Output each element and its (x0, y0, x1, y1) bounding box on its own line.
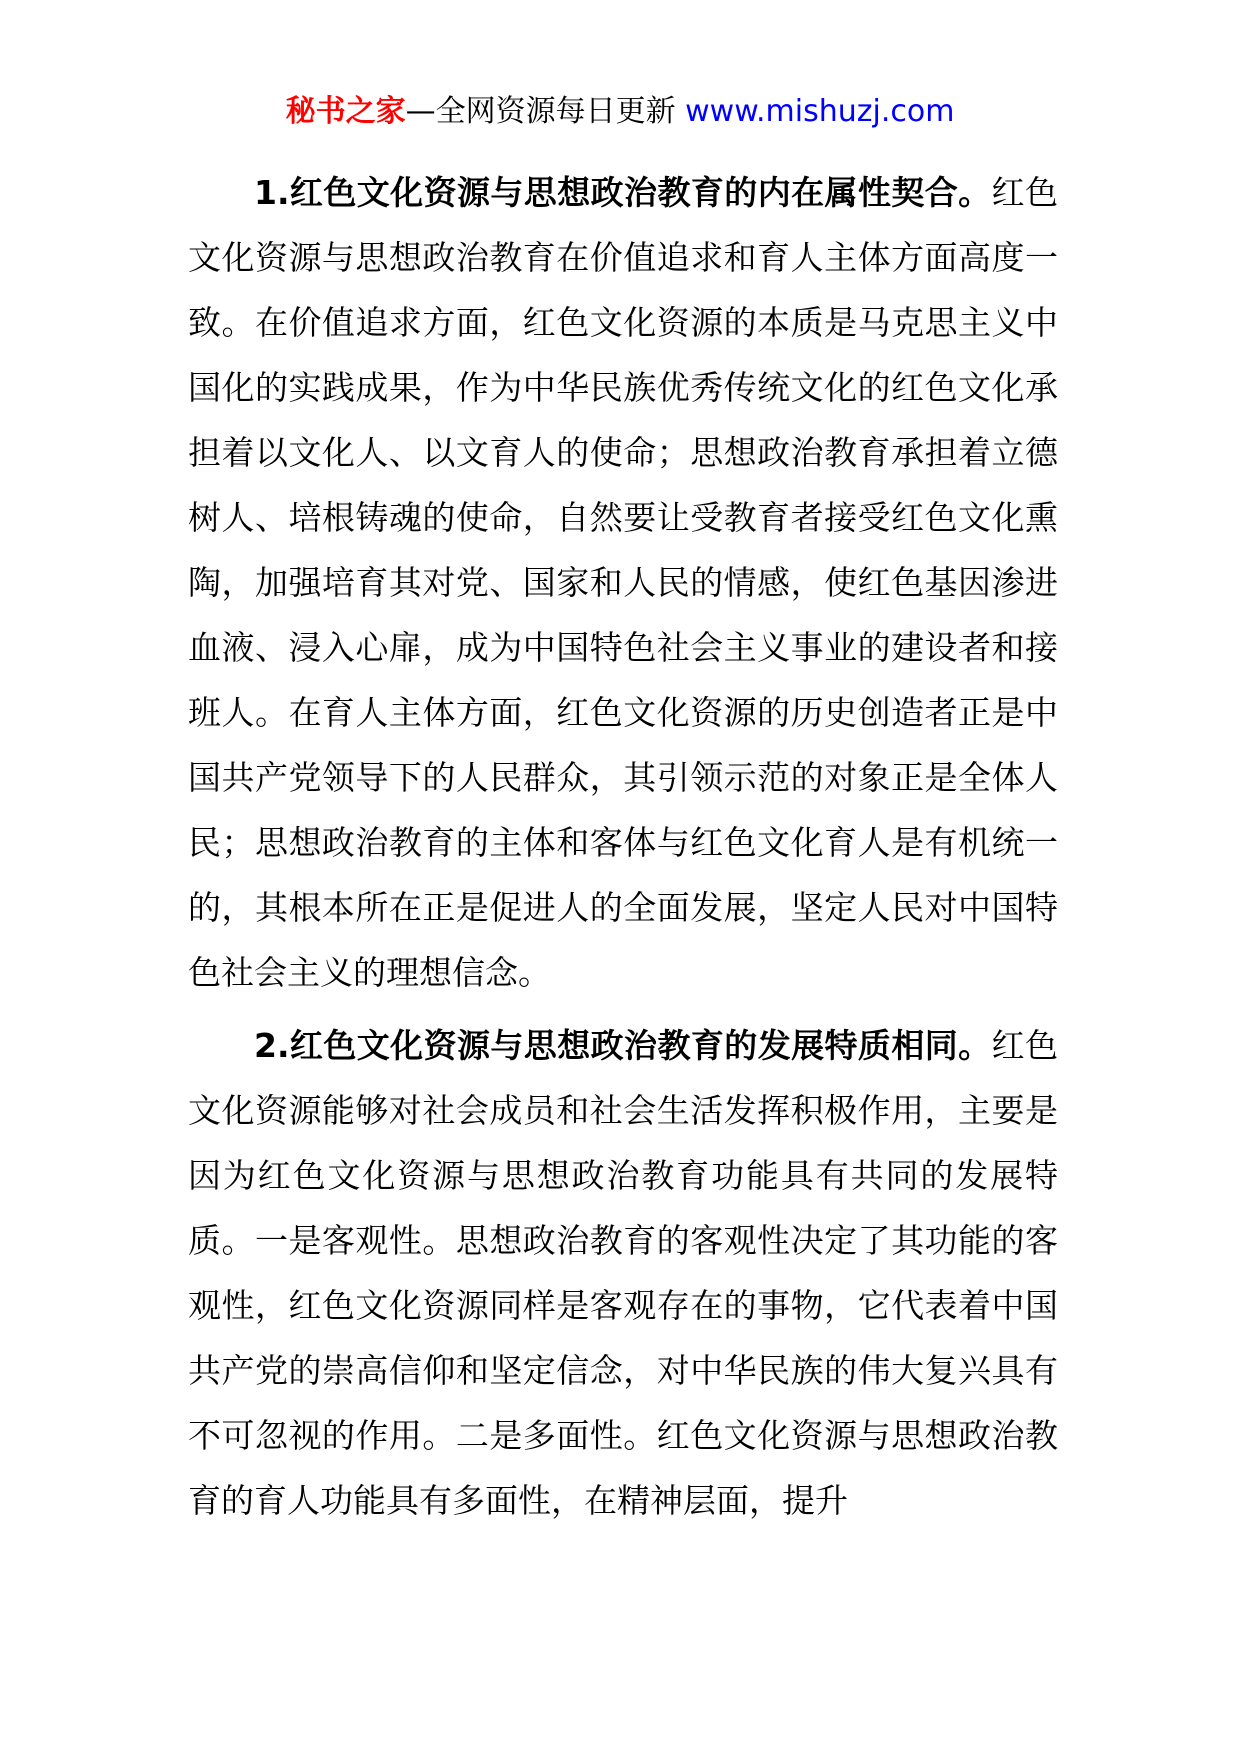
paragraph-1-text: 红色文化资源与思想政治教育在价值追求和育人主体方面高度一致。在价值追求方面，红色文化资源的本质是马克思主义中国化的实践成果，作为中华民族优秀传统文化的红色文化承担着以文化人、以文育人的使命；思想政治教育承担着立德树人、培根铸魂的使命，自然要让受教育者接受红色文化熏陶，加强培育其对党、国家和人民的情感，使红色基因渗进血液、浸入心扉，成为中国特色社会主义事业的建设者和接班人。在育人主体方面，红色文化资源的历史创造者正是中国共产党领导下的人民群众，其引领示范的对象正是全体人民；思想政治教育的主体和客体与红色文化育人是有机统一的，其根本所在正是促进人的全面发展，坚定人民对中国特色社会主义的理想信念。 (188, 173, 1059, 992)
paragraph-1 (188, 160, 1058, 1005)
site-brand: 秘书之家 (285, 94, 406, 129)
paragraph-2-heading: 2.红色文化资源与思想政治教育的发展特质相同。 (254, 1026, 992, 1065)
site-header (0, 92, 1240, 132)
site-tagline: —全网资源每日更新 (405, 94, 676, 129)
paragraph-2-text: 红色文化资源能够对社会成员和社会生活发挥积极作用，主要是因为红色文化资源与思想政治教育功能具有共同的发展特质。一是客观性。思想政治教育的客观性决定了其功能的客观性，红色文化资源同样是客观存在的事物，它代表着中国共产党的崇高信仰和坚定信念，对中华民族的伟大复兴具有不可忽视的作用。二是多面性。红色文化资源与思想政治教育的育人功能具有多面性，在精神层面，提升 (188, 1026, 1059, 1520)
paragraph-1-heading: 1.红色文化资源与思想政治教育的内在属性契合。 (254, 173, 992, 212)
article-body (188, 160, 1058, 1533)
paragraph-2 (188, 1013, 1058, 1533)
site-url-link[interactable]: www.mishuzj.com (685, 94, 955, 129)
